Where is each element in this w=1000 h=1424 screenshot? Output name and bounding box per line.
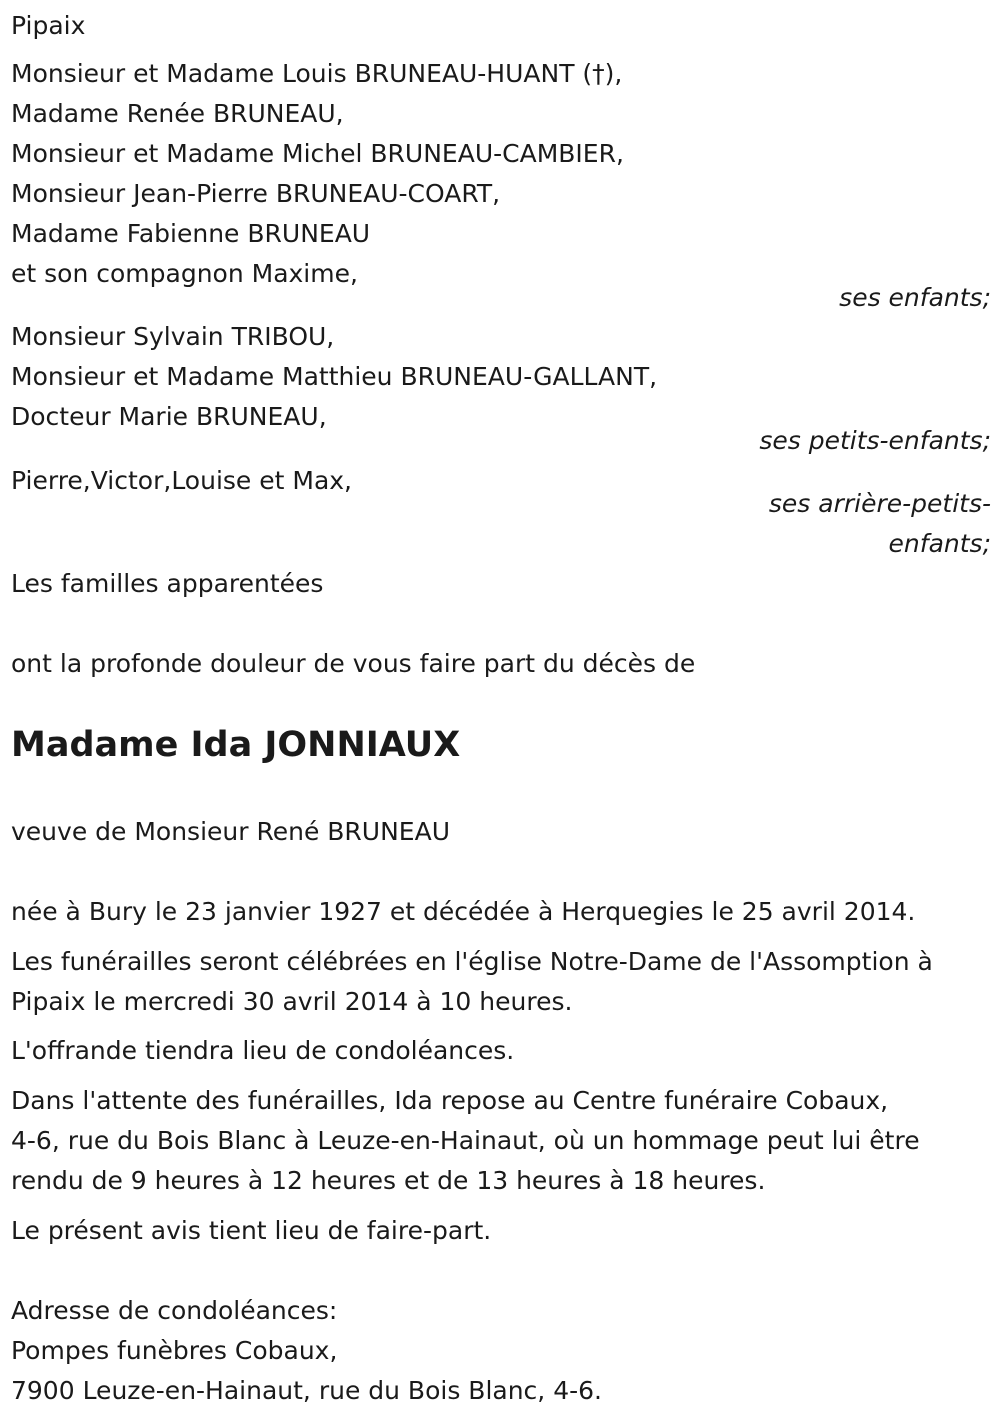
great-grandchild-name: Pierre,Victor,Louise et Max,	[11, 466, 353, 495]
repose-info	[11, 1081, 991, 1201]
funeral-line: Pipaix le mercredi 30 avril 2014 à 10 heures.	[11, 987, 573, 1016]
child-name: Madame Fabienne BRUNEAU	[11, 219, 371, 248]
grandchildren-list	[11, 317, 991, 437]
grandchild-name: Docteur Marie BRUNEAU,	[11, 402, 327, 431]
announcement: ont la profonde douleur de vous faire part du décès de	[11, 649, 696, 678]
child-name: Madame Renée BRUNEAU,	[11, 99, 344, 128]
children-list	[11, 54, 991, 294]
child-name: Monsieur et Madame Louis BRUNEAU-HUANT (†),	[11, 59, 623, 88]
repose-line: 4-6, rue du Bois Blanc à Leuze-en-Hainaut, où un hommage peut lui être	[11, 1126, 920, 1155]
address-line: 7900 Leuze-en-Hainaut, rue du Bois Blanc, 4-6.	[11, 1376, 602, 1405]
child-name: Monsieur et Madame Michel BRUNEAU-CAMBIER,	[11, 139, 624, 168]
child-name: Monsieur Jean-Pierre BRUNEAU-COART,	[11, 179, 501, 208]
repose-line: rendu de 9 heures à 12 heures et de 13 heures à 18 heures.	[11, 1166, 766, 1195]
repose-line: Dans l'attente des funérailles, Ida repose au Centre funéraire Cobaux,	[11, 1086, 889, 1115]
great-grandchildren-role-line2: enfants;	[888, 529, 991, 558]
funeral-info	[11, 942, 991, 1022]
great-grandchildren-role-line1: ses arrière-petits-	[768, 489, 991, 518]
widow-of: veuve de Monsieur René BRUNEAU	[11, 817, 450, 846]
notice: Le présent avis tient lieu de faire-part.	[11, 1216, 492, 1245]
deceased-name: Madame Ida JONNIAUX	[11, 725, 461, 765]
child-name: et son compagnon Maxime,	[11, 259, 358, 288]
offering: L'offrande tiendra lieu de condoléances.	[11, 1036, 515, 1065]
location: Pipaix	[11, 11, 86, 40]
birth-death: née à Bury le 23 janvier 1927 et décédée à Herquegies le 25 avril 2014.	[11, 897, 916, 926]
families-related: Les familles apparentées	[11, 569, 324, 598]
grandchildren-role: ses petits-enfants;	[759, 426, 991, 455]
condolence-address	[11, 1291, 991, 1411]
grandchild-name: Monsieur Sylvain TRIBOU,	[11, 322, 335, 351]
address-heading: Adresse de condoléances:	[11, 1296, 338, 1325]
grandchild-name: Monsieur et Madame Matthieu BRUNEAU-GALLANT,	[11, 362, 658, 391]
funeral-line: Les funérailles seront célébrées en l'église Notre-Dame de l'Assomption à	[11, 947, 933, 976]
address-line: Pompes funèbres Cobaux,	[11, 1336, 338, 1365]
children-role: ses enfants;	[839, 283, 991, 312]
